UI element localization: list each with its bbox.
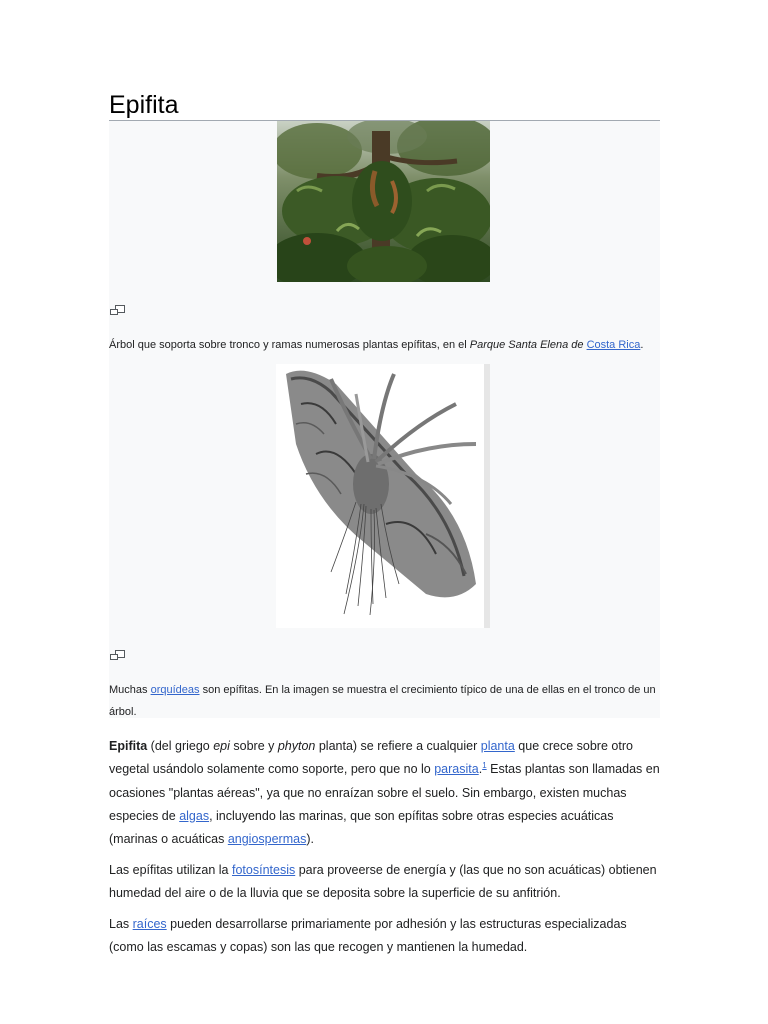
link-fotosintesis[interactable]: fotosíntesis [232, 863, 296, 877]
orchid-drawing-image[interactable] [276, 364, 490, 628]
figure-caption-1: Árbol que soporta sobre tronco y ramas numerosas plantas epífitas, en el Parque Santa Elena de Costa Rica. [109, 339, 644, 351]
link-angiospermas[interactable]: angiospermas [227, 832, 307, 847]
page-title: Epifita [109, 91, 179, 119]
paragraph-photosynthesis: Las epífitas utilizan la fotosíntesis para proveerse de energía y (las que no son acuáticas) obtienen humedad del aire o de la lluvia que se deposita sobre la superficie de su anfitrión. [109, 863, 657, 901]
link-planta[interactable]: planta [480, 739, 515, 753]
paragraph-roots: Las raíces pueden desarrollarse primariamente por adhesión y las estructuras especializadas (como las escamas y copas) son las que recogen y mantienen la humedad. [109, 917, 627, 955]
figures-panel [109, 121, 660, 718]
reference-link[interactable]: 1 [482, 761, 487, 771]
figure-caption-2: Muchas orquídeas son epífitas. En la imagen se muestra el crecimiento típico de una de ellas en el tronco de un árbol. [109, 684, 656, 718]
forest-epiphytes-image[interactable] [277, 121, 490, 282]
link-orquideas[interactable]: orquídeas [150, 684, 200, 696]
magnify-clip-icon[interactable] [110, 650, 125, 661]
link-raices[interactable]: raíces [132, 917, 167, 931]
link-parasita[interactable]: parasita [434, 762, 479, 777]
link-algas[interactable]: algas [179, 808, 210, 823]
magnify-clip-icon[interactable] [110, 305, 125, 316]
link-costa-rica[interactable]: Costa Rica [586, 339, 641, 351]
paragraph-intro: Epifita (del griego epi sobre y phyton planta) se refiere a cualquier planta que crece sobre otro vegetal usándolo solamente como soporte, pero que no lo parasita.$^1$ Estas plantas son llamadas en ocasiones "plantas aéreas", ya que no enraízan sobre el suelo. Sin embargo, existen muchas especies de algas, incluyendo las marinas, que son epífitas sobre otras especies acuáticas (marinas o acuáticas angiospermas). [109, 739, 660, 847]
